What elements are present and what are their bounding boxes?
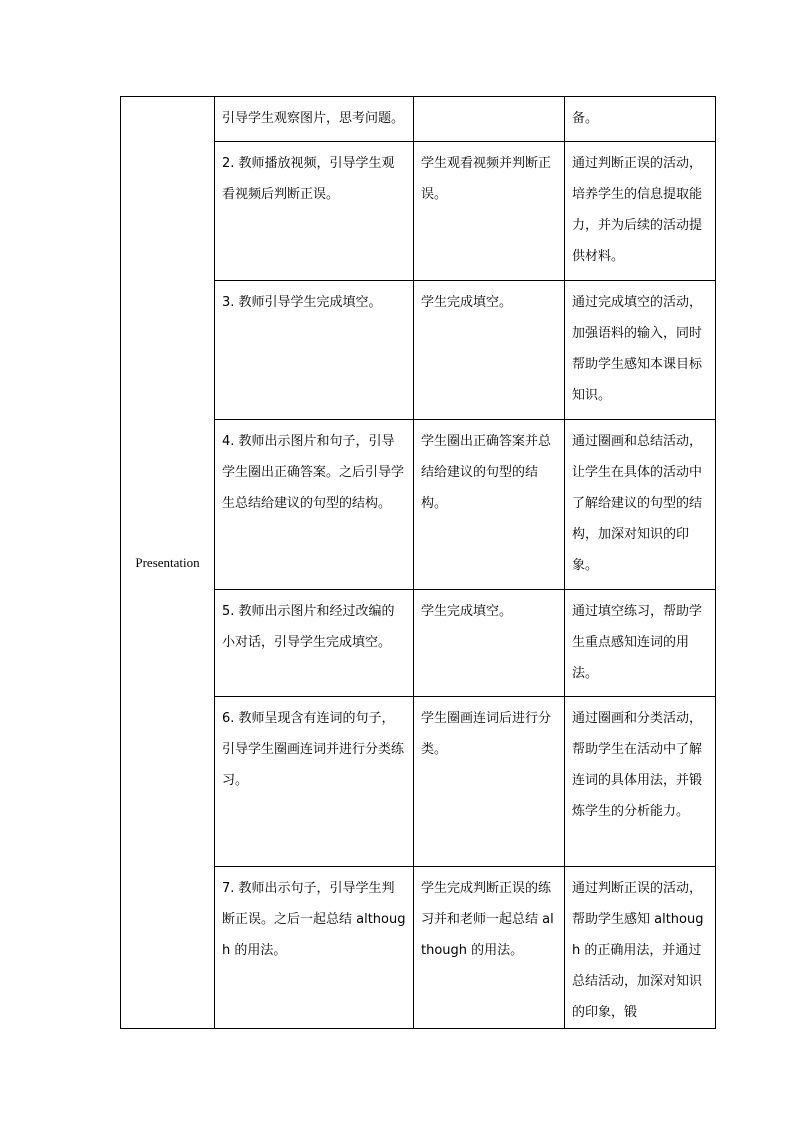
purpose-cell: 通过圈画和分类活动，帮助学生在活动中了解连词的具体用法，并锻炼学生的分析能力。 — [565, 697, 716, 867]
student-activity-cell: 学生完成判断正误的练习并和老师一起总结 although 的用法。 — [414, 867, 565, 1029]
table-row — [121, 97, 716, 142]
purpose-cell: 通过完成填空的活动，加强语料的输入，同时帮助学生感知本课目标知识。 — [565, 281, 716, 420]
stage-cell — [121, 97, 215, 1029]
lesson-plan-table — [120, 96, 716, 1029]
teacher-activity-cell: 5. 教师出示图片和经过改编的小对话，引导学生完成填空。 — [215, 590, 414, 697]
purpose-cell: 通过判断正误的活动，帮助学生感知 although 的正确用法，并通过总结活动，加深对知识的印象，锻 — [565, 867, 716, 1029]
purpose-cell: 通过圈画和总结活动，让学生在具体的活动中了解给建议的句型的结构，加深对知识的印象。 — [565, 420, 716, 590]
teacher-activity-cell: 3. 教师引导学生完成填空。 — [215, 281, 414, 420]
teacher-activity-cell: 4. 教师出示图片和句子，引导学生圈出正确答案。之后引导学生总结给建议的句型的结构。 — [215, 420, 414, 590]
purpose-cell: 通过判断正误的活动，培养学生的信息提取能力，并为后续的活动提供材料。 — [565, 142, 716, 281]
student-activity-cell: 学生圈出正确答案并总结给建议的句型的结构。 — [414, 420, 565, 590]
student-activity-cell: 学生完成填空。 — [414, 590, 565, 697]
teacher-activity-cell: 6. 教师呈现含有连词的句子，引导学生圈画连词并进行分类练习。 — [215, 697, 414, 867]
student-activity-cell: 学生完成填空。 — [414, 281, 565, 420]
teacher-activity-cell: 2. 教师播放视频，引导学生观看视频后判断正误。 — [215, 142, 414, 281]
student-activity-cell — [414, 97, 565, 142]
student-activity-cell: 学生观看视频并判断正误。 — [414, 142, 565, 281]
purpose-cell: 备。 — [565, 97, 716, 142]
teacher-activity-cell: 7. 教师出示句子，引导学生判断正误。之后一起总结 although 的用法。 — [215, 867, 414, 1029]
purpose-cell: 通过填空练习，帮助学生重点感知连词的用法。 — [565, 590, 716, 697]
stage-label: Presentation — [135, 554, 200, 570]
student-activity-cell: 学生圈画连词后进行分类。 — [414, 697, 565, 867]
teacher-activity-cell: 引导学生观察图片，思考问题。 — [215, 97, 414, 142]
